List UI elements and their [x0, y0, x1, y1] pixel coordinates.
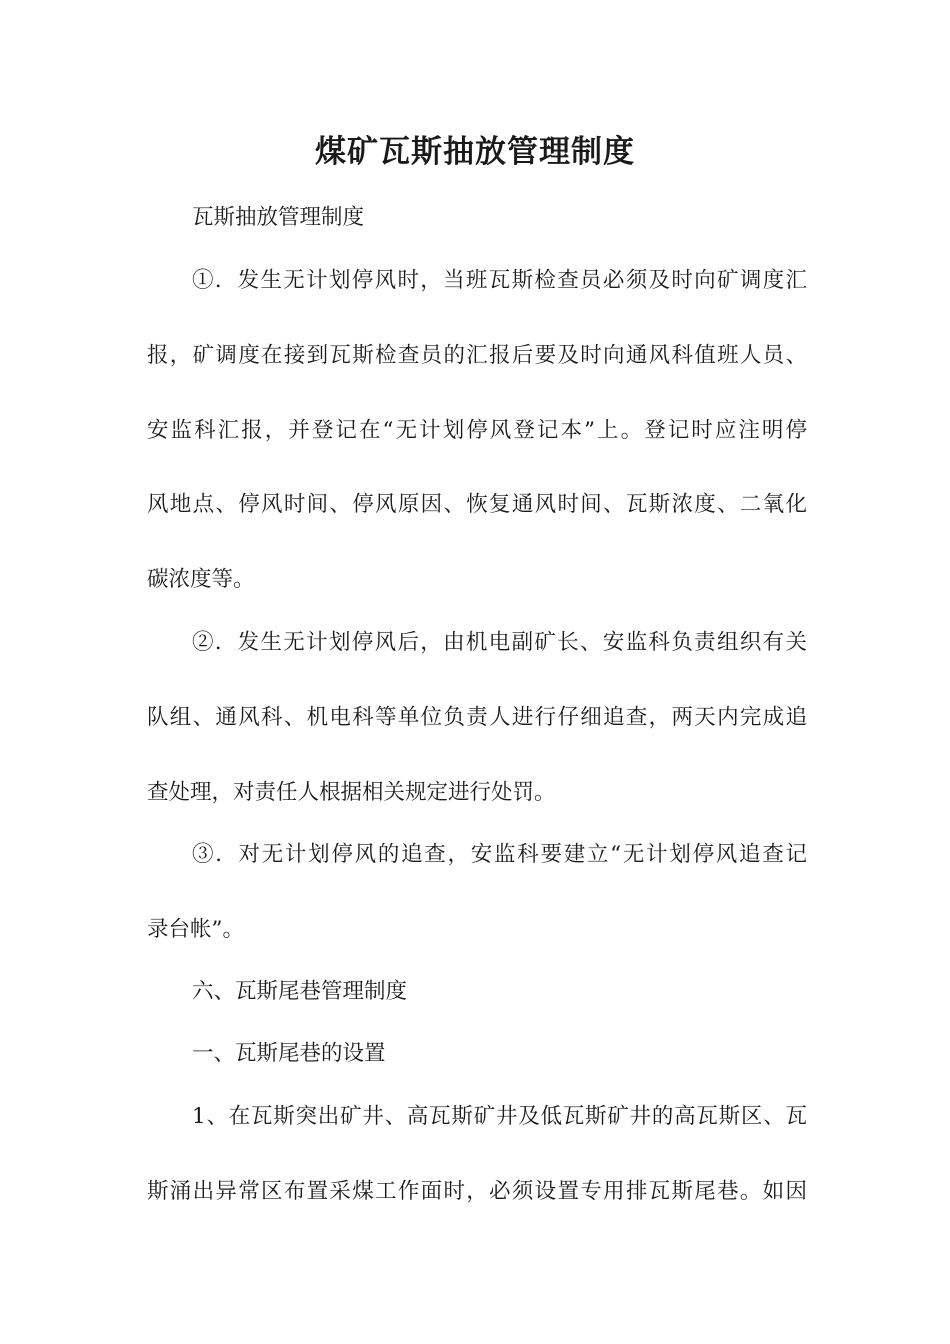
paragraph-line: 查处理，对责任人根据相关规定进行处罚。: [147, 780, 556, 805]
paragraph-line: ①．发生无计划停风时，当班瓦斯检查员必须及时向矿调度汇: [192, 268, 807, 293]
paragraph-line: ③．对无计划停风的追查，安监科要建立“无计划停风追查记: [192, 842, 807, 867]
document-title: 煤矿瓦斯抽放管理制度: [315, 134, 635, 170]
paragraph-line: 安监科汇报，并登记在“无计划停风登记本”上。登记时应注明停: [147, 418, 807, 443]
paragraph-line: 碳浓度等。: [147, 567, 255, 592]
paragraph-line: 报，矿调度在接到瓦斯检查员的汇报后要及时向通风科值班人员、: [147, 343, 807, 368]
section-heading: 六、瓦斯尾巷管理制度: [192, 979, 408, 1004]
paragraph-line: 风地点、停风时间、停风原因、恢复通风时间、瓦斯浓度、二氧化: [147, 492, 807, 517]
paragraph-line: 队组、通风科、机电科等单位负责人进行仔细追查，两天内完成追: [147, 705, 807, 730]
paragraph-line: 录台帐”。: [147, 917, 244, 942]
paragraph-line: ②．发生无计划停风后，由机电副矿长、安监科负责组织有关: [192, 630, 807, 655]
section-heading: 瓦斯抽放管理制度: [192, 205, 365, 230]
paragraph-line: 斯涌出异常区布置采煤工作面时，必须设置专用排瓦斯尾巷。如因: [147, 1179, 807, 1204]
section-heading: 一、瓦斯尾巷的设置: [192, 1041, 386, 1066]
paragraph-line: 1、在瓦斯突出矿井、高瓦斯矿井及低瓦斯矿井的高瓦斯区、瓦: [192, 1104, 807, 1129]
